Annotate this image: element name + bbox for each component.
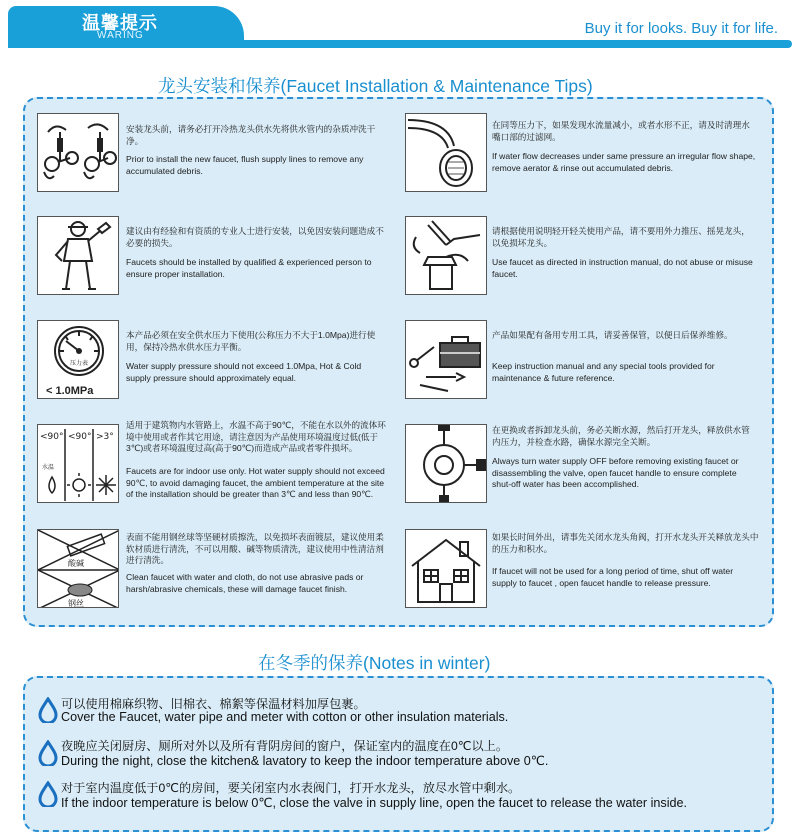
tip-en: Clean faucet with water and cloth, do not use abrasive pads or harsh/abrasive chemicals, these will damage faucet finish. — [126, 572, 364, 594]
winter-cn: 对于室内温度低于0℃的房间，要关闭室内水表阀门，打开水龙头，放尽水管中剩水。 — [61, 781, 521, 795]
tip-en: Faucets are for indoor use only. Hot water supply should not exceed 90℃, to avoid damaging faucet, the ambient temperature at the site of the installation should be greater than 3℃ and less than 90℃. — [126, 466, 385, 499]
plumber-icon — [37, 216, 119, 295]
water-temp-label: 水温 — [42, 464, 55, 471]
water-drop-icon — [38, 740, 58, 766]
tip-en: Prior to install the new faucet, flush supply lines to remove any accumulated debris. — [126, 154, 364, 176]
winter-en: Cover the Faucet, water pipe and meter with cotton or other insulation materials. — [61, 710, 509, 724]
tip-cn: 如果长时间外出，请事先关闭水龙头角阀，打开水龙头开关释放龙头中的压力和积水。 — [492, 532, 759, 554]
temp-label: <90° — [68, 432, 92, 442]
tip-en: Keep instruction manual and any special tools provided for maintenance & future reference. — [492, 361, 715, 383]
acid-label: 酸碱 — [68, 559, 84, 568]
water-drop-icon — [38, 781, 58, 807]
tip-en: If water flow decreases under same pressure an irregular flow shape, remove aerator & rinse out accumulated debris. — [492, 151, 756, 173]
flush-pipes-icon — [37, 113, 119, 192]
shutoff-valve-icon — [405, 424, 487, 503]
tip-cn: 适用于建筑物内水管路上，水温不高于90℃，不能在水以外的流体环境中使用或者作其它用途，请注意因为产品使用环境温度过低(低于3℃)或者环境温度过高(高于90℃)而造成产品或者零件损坏。 — [126, 420, 386, 453]
tip-en: Always turn water supply OFF before removing existing faucet or disassembling the valve, open faucet handle to ensure complete shut-off water has been accomplished. — [492, 456, 739, 489]
tip-cn: 表面不能用钢丝球等坚硬材质擦洗，以免损坏表面镀层，建议使用柔软材质进行清洗，不可以用酸、碱等物质清洗，建议使用中性清洁剂进行清洗。 — [126, 532, 384, 565]
tip-cn: 请根据使用说明轻开轻关使用产品，请不要用外力推压、摇晃龙头，以免损坏龙头。 — [492, 226, 750, 248]
header-slogan: Buy it for looks. Buy it for life. — [584, 20, 778, 37]
water-drop-icon — [38, 697, 58, 723]
installation-title: 龙头安装和保养(Faucet Installation & Maintenance Tips) — [158, 76, 593, 96]
house-icon — [405, 529, 487, 608]
aerator-icon — [405, 113, 487, 192]
tip-en: Use faucet as directed in instruction manual, do not abuse or misuse faucet. — [492, 257, 753, 279]
winter-title: 在冬季的保养(Notes in winter) — [258, 653, 491, 673]
page-header — [0, 0, 800, 50]
tip-cn: 产品如果配有备用专用工具，请妥善保管，以便日后保养维修。 — [492, 330, 733, 340]
tip-cn: 建议由有经验和有资质的专业人士进行安装，以免因安装问题造成不必要的损失。 — [126, 226, 384, 248]
temp-label: <90° — [40, 432, 64, 442]
tip-en: Faucets should be installed by qualified & experienced person to ensure proper installation. — [126, 257, 372, 279]
pressure-label: < 1.0MPa — [46, 385, 94, 397]
temp-label: >3° — [96, 432, 114, 442]
tip-en: If faucet will not be used for a long period of time, shut off water supply to faucet , open faucet handle to release pressure. — [492, 566, 734, 588]
faucet-handle-icon — [405, 216, 487, 295]
tip-cn: 本产品必须在安全供水压力下使用(公称压力不大于1.0Mpa)进行使用，保持冷热水供水压力平衡。 — [126, 330, 376, 352]
header-title: 温馨提示 — [82, 13, 158, 33]
tip-en: Water supply pressure should not exceed 1.0Mpa, Hot & Cold supply pressure should approximately equal. — [126, 361, 362, 383]
tip-cn: 在同等压力下，如果发现水流量减小，或者水形不正，请及时清理水嘴口部的过滤网。 — [492, 120, 750, 142]
tip-cn: 安装龙头前，请务必打开冷热龙头供水先将供水管内的杂质冲洗干净。 — [126, 124, 376, 146]
gauge-label: 压力表 — [69, 360, 89, 367]
tip-cn: 在更换或者拆卸龙头前，务必关断水源，然后打开龙头，释放供水管内压力，并检查水路，确保水源完全关断。 — [492, 425, 750, 447]
temperature-icon — [37, 424, 119, 503]
no-abrasive-icon — [37, 529, 119, 608]
winter-en: During the night, close the kitchen& lavatory to keep the indoor temperature above 0℃. — [61, 754, 549, 768]
winter-en: If the indoor temperature is below 0℃, close the valve in supply line, open the faucet to release the water inside. — [61, 796, 687, 810]
winter-cn: 可以使用棉麻织物、旧棉衣、棉絮等保温材料加厚包裹。 — [61, 697, 366, 711]
winter-cn: 夜晚应关闭厨房、厕所对外以及所有背阴房间的窗户，保证室内的温度在0℃以上。 — [61, 739, 509, 753]
steel-label: 钢丝 — [68, 599, 84, 608]
header-subtitle: WARING — [97, 30, 144, 41]
pressure-gauge-icon — [37, 320, 119, 399]
toolbox-icon — [405, 320, 487, 399]
